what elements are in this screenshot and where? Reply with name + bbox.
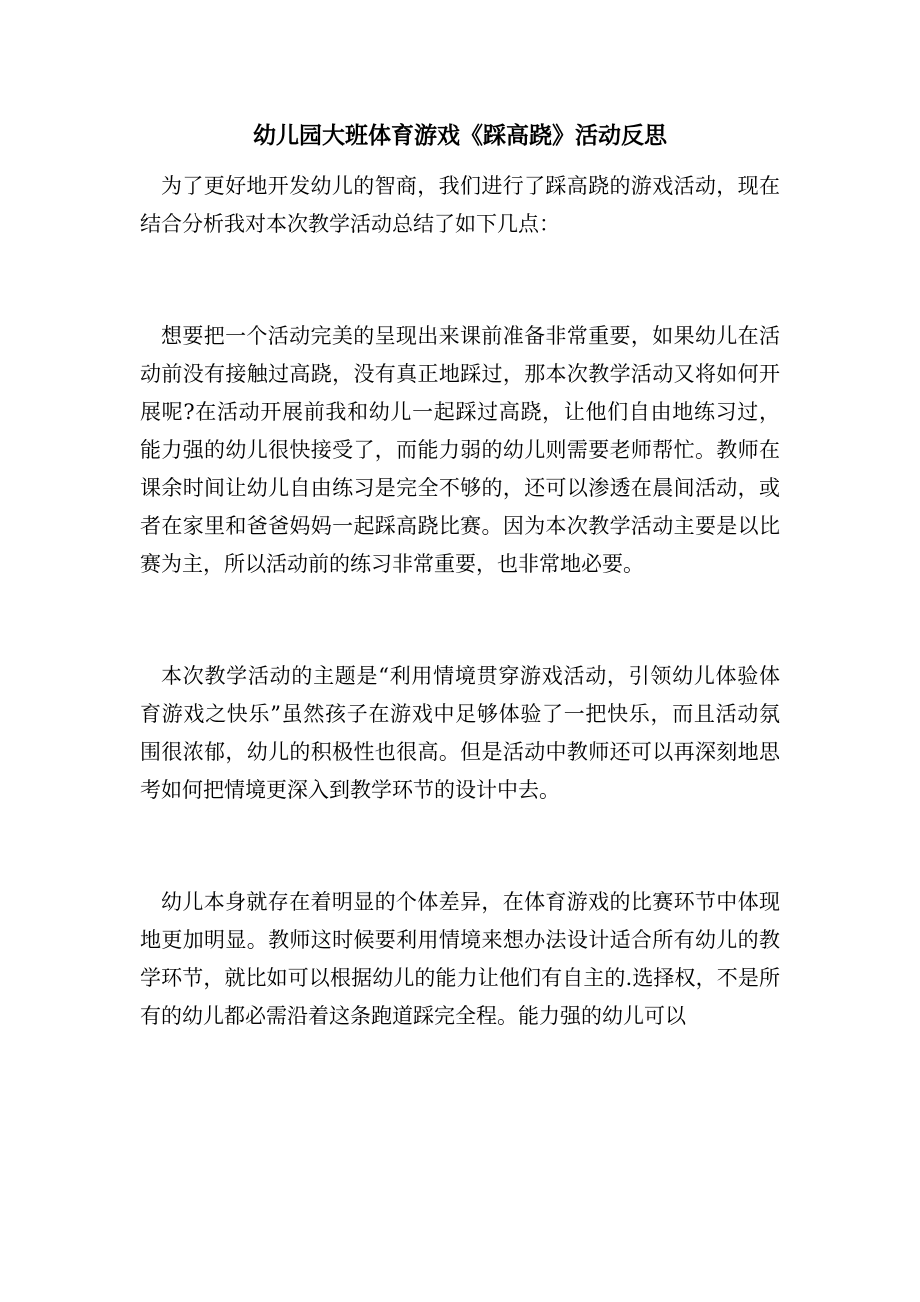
paragraph-intro: 为了更好地开发幼儿的智商，我们进行了踩高跷的游戏活动，现在结合分析我对本次教学活动总结了如下几点：	[140, 174, 780, 236]
paragraph-individual-differences: 幼儿本身就存在着明显的个体差异，在体育游戏的比赛环节中体现地更加明显。教师这时候要利用情境来想办法设计适合所有幼儿的教学环节，就比如可以根据幼儿的能力让他们有自主的.选择权，不是所有的幼儿都必需沿着这条跑道踩完全程。能力强的幼儿可以	[140, 890, 780, 1028]
document-body	[140, 167, 780, 1035]
paragraph-theme: 本次教学活动的主题是“利用情境贯穿游戏活动，引领幼儿体验体育游戏之快乐”虽然孩子在游戏中足够体验了一把快乐，而且活动氛围很浓郁，幼儿的积极性也很高。但是活动中教师还可以再深刻地思考如何把情境更深入到教学环节的设计中去。	[140, 664, 780, 802]
paragraph-preparation: 想要把一个活动完美的呈现出来课前准备非常重要，如果幼儿在活动前没有接触过高跷，没有真正地踩过，那本次教学活动又将如何开展呢?在活动开展前我和幼儿一起踩过高跷，让他们自由地练习过，能力强的幼儿很快接受了，而能力弱的幼儿则需要老师帮忙。教师在课余时间让幼儿自由练习是完全不够的，还可以渗透在晨间活动，或者在家里和爸爸妈妈一起踩高跷比赛。因为本次教学活动主要是以比赛为主，所以活动前的练习非常重要，也非常地必要。	[140, 324, 780, 576]
document-title: 幼儿园大班体育游戏《踩高跷》活动反思	[253, 122, 667, 149]
